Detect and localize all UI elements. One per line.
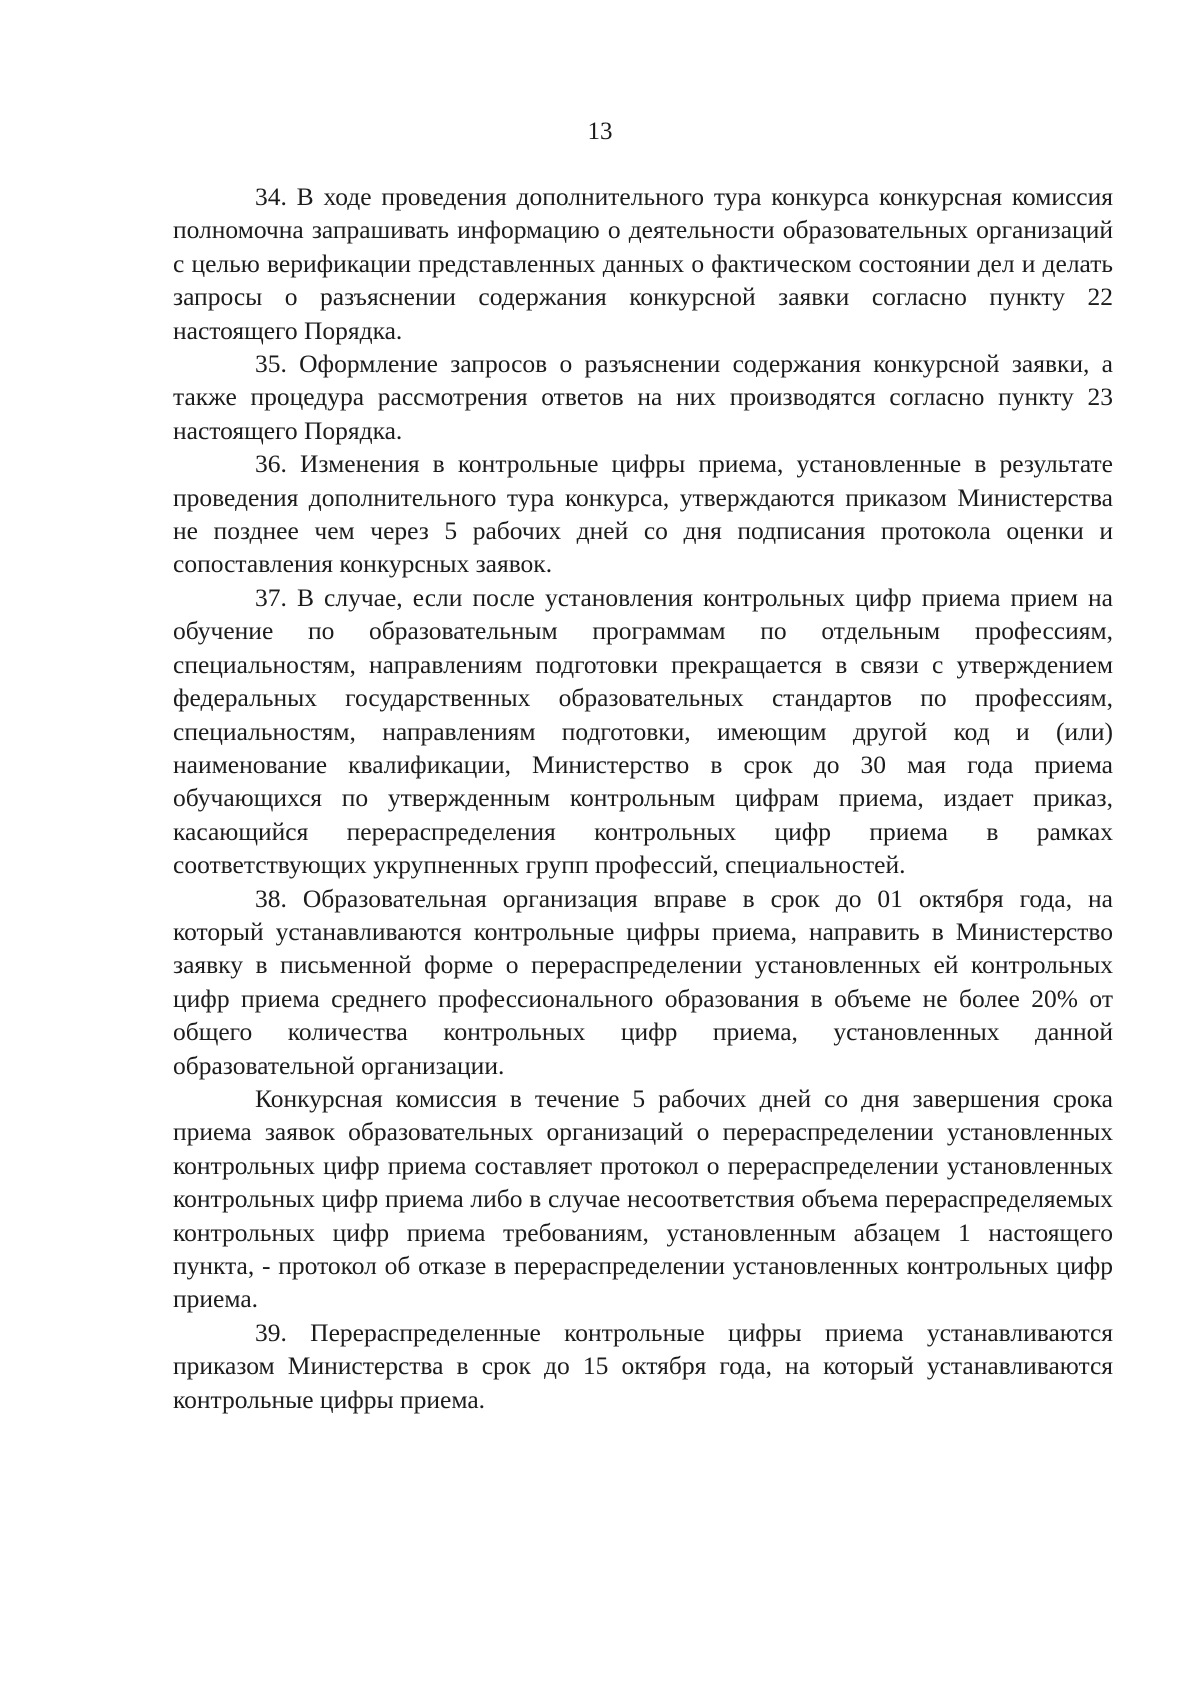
- paragraph-39: 39. Перераспределенные контрольные цифры приема устанавливаются приказом Министерства в срок до 15 октября года, на который устанавливаются контрольные цифры приема.: [173, 1317, 1113, 1414]
- paragraph-34: 34. В ходе проведения дополнительного тура конкурса конкурсная комиссия полномочна запрашивать информацию о деятельности образовательных организаций с целью верификации представленных данных о фактическом состоянии дел и делать запросы о разъяснении содержания конкурсной заявки согласно пункту 22 настоящего Порядка.: [173, 182, 1113, 345]
- paragraph-35: 35. Оформление запросов о разъяснении содержания конкурсной заявки, а также процедура рассмотрения ответов на них производятся согласно пункту 23 настоящего Порядка.: [173, 349, 1113, 445]
- page-number: 13: [587, 118, 613, 145]
- paragraph-37: 37. В случае, если после установления контрольных цифр приема прием на обучение по образовательным программам по отдельным профессиям, специальностям, направлениям подготовки прекращается в связи с утверждением федеральных государственных образовательных стандартов по профессиям, специальностям, направлениям подготовки, имеющим другой код и (или) наименование квалификации, Министерство в срок до 30 мая года приема обучающихся по утвержденным контрольным цифрам приема, издает приказ, касающийся перераспределения контрольных цифр приема в рамках соответствующих укрупненных групп профессий, специальностей.: [173, 582, 1113, 880]
- paragraph-38: 38. Образовательная организация вправе в срок до 01 октября года, на который устанавливаются контрольные цифры приема, направить в Министерство заявку в письменной форме о перераспределении установленных ей контрольных цифр приема среднего профессионального образования в объеме не более 20% от общего количества контрольных цифр приема, установленных данной образовательной организации.: [173, 883, 1113, 1080]
- paragraph-36: 36. Изменения в контрольные цифры приема, установленные в результате проведения дополнительного тура конкурса, утверждаются приказом Министерства не позднее чем через 5 рабочих дней со дня подписания протокола оценки и сопоставления конкурсных заявок.: [173, 449, 1113, 579]
- document-body: [173, 180, 1113, 1416]
- paragraph-38-continued: Конкурсная комиссия в течение 5 рабочих дней со дня завершения срока приема заявок образовательных организаций о перераспределении установленных контрольных цифр приема составляет протокол о перераспределении установленных контрольных цифр приема либо в случае несоответствия объема перераспределяемых контрольных цифр приема требованиям, установленным абзацем 1 настоящего пункта, - протокол об отказе в перераспределении установленных контрольных цифр приема.: [173, 1083, 1113, 1314]
